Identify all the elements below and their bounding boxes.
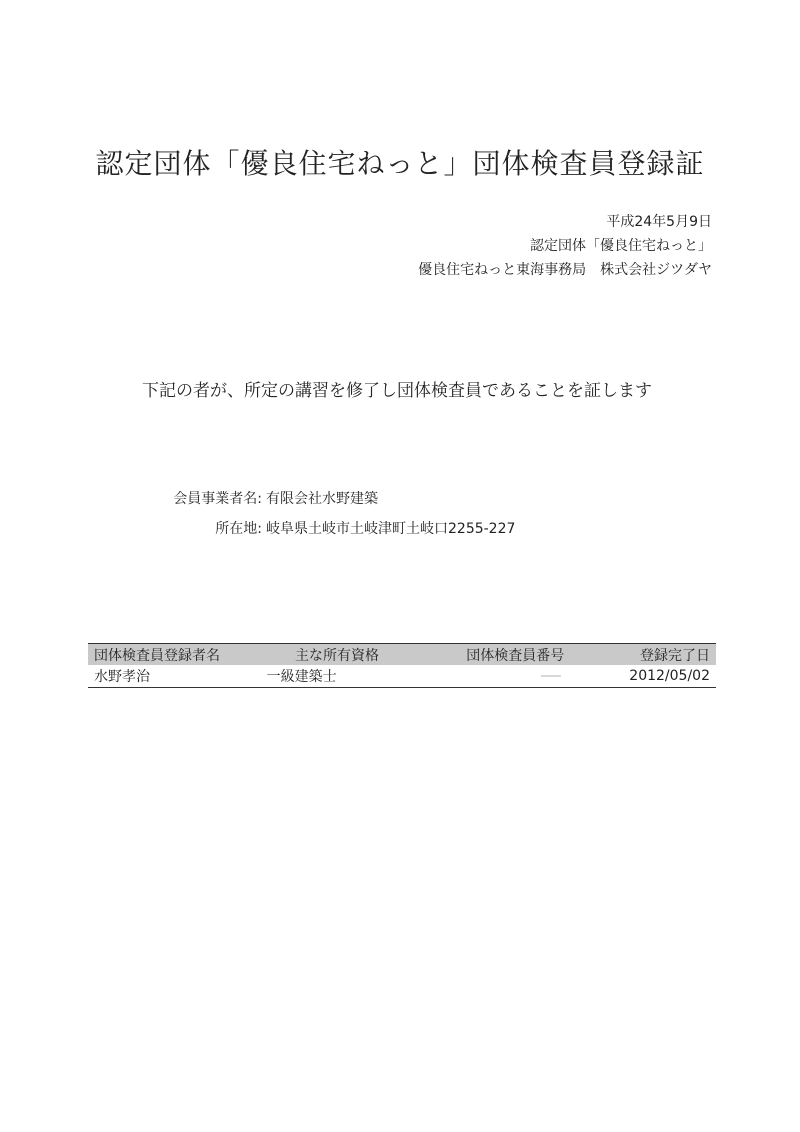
registration-table — [88, 643, 716, 688]
issuer-organization: 認定団体「優良住宅ねっと」 — [530, 238, 712, 254]
document-title: 認定団体「優良住宅ねっと」団体検査員登録証 — [95, 147, 705, 180]
cell-inspector-number — [425, 665, 605, 688]
header-qualification: 主な所有資格 — [249, 644, 426, 666]
cell-registrant-name: 水野孝治 — [88, 665, 249, 688]
issuer-office: 優良住宅ねっと東海事務局 株式会社ジツダヤ — [418, 262, 712, 278]
member-info — [142, 484, 515, 544]
cell-registration-date: 2012/05/02 — [605, 665, 716, 688]
company-row — [142, 484, 515, 514]
table-row — [88, 665, 716, 688]
header-inspector-number: 団体検査員番号 — [425, 644, 605, 666]
company-label: 会員事業者名: — [173, 491, 262, 507]
company-value: 有限会社水野建築 — [266, 491, 378, 507]
issue-date: 平成24年5月9日 — [606, 214, 712, 230]
certification-statement: 下記の者が、所定の講習を修了し団体検査員であることを証します — [142, 381, 652, 401]
header-registrant-name: 団体検査員登録者名 — [88, 644, 249, 666]
cell-qualification: 一級建築士 — [249, 665, 426, 688]
address-row — [142, 514, 515, 544]
address-label: 所在地: — [215, 521, 262, 537]
table-header-row — [88, 644, 716, 666]
issuer-block — [418, 210, 712, 282]
header-registration-date: 登録完了日 — [605, 644, 716, 666]
redacted-mark — [541, 675, 561, 677]
address-value: 岐阜県土岐市土岐津町土岐口2255-227 — [266, 521, 516, 537]
